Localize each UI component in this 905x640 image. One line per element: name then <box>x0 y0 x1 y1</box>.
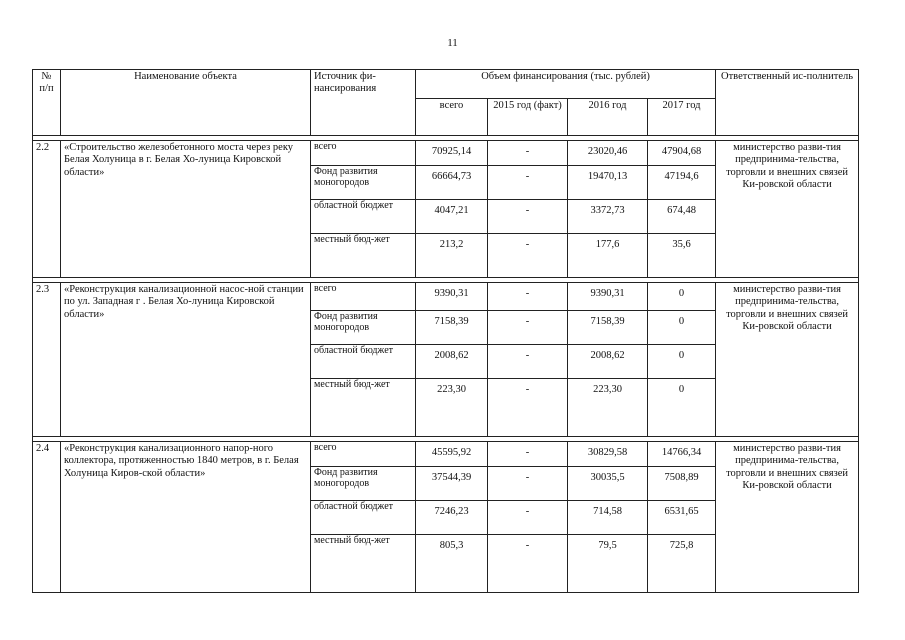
cell-2017: 0 <box>648 311 716 345</box>
cell-total: 2008,62 <box>416 345 488 379</box>
cell-2016: 79,5 <box>568 535 648 593</box>
cell-2015: - <box>488 345 568 379</box>
header-total: всего <box>416 99 488 136</box>
cell-2016: 3372,73 <box>568 200 648 234</box>
cell-2017: 14766,34 <box>648 442 716 467</box>
responsible-executor: министерство разви-тия предпринима-тельства, торговли и внешних связей Ки-ровской области <box>716 283 859 437</box>
cell-2017: 0 <box>648 379 716 437</box>
funding-source: областной бюджет <box>311 345 416 379</box>
cell-2015: - <box>488 234 568 278</box>
funding-source: Фонд развития моногородов <box>311 311 416 345</box>
cell-2016: 7158,39 <box>568 311 648 345</box>
header-2016: 2016 год <box>568 99 648 136</box>
funding-source: местный бюд-жет <box>311 234 416 278</box>
funding-source: местный бюд-жет <box>311 535 416 593</box>
funding-source: Фонд развития моногородов <box>311 166 416 200</box>
cell-2015: - <box>488 141 568 166</box>
header-volume: Объем финансирования (тыс. рублей) <box>416 70 716 99</box>
table-row <box>33 283 859 311</box>
header-num: № п/п <box>33 70 61 136</box>
financing-table <box>32 69 859 593</box>
responsible-executor: министерство разви-тия предпринима-тельства, торговли и внешних связей Ки-ровской области <box>716 141 859 278</box>
cell-2017: 6531,65 <box>648 501 716 535</box>
cell-2015: - <box>488 501 568 535</box>
cell-total: 45595,92 <box>416 442 488 467</box>
row-code: 2.3 <box>33 283 61 437</box>
row-code: 2.4 <box>33 442 61 593</box>
header-responsible: Ответственный ис-полнитель <box>716 70 859 136</box>
cell-2015: - <box>488 467 568 501</box>
cell-2015: - <box>488 379 568 437</box>
header-2017: 2017 год <box>648 99 716 136</box>
cell-total: 805,3 <box>416 535 488 593</box>
responsible-executor: министерство разви-тия предпринима-тельства, торговли и внешних связей Ки-ровской области <box>716 442 859 593</box>
cell-total: 37544,39 <box>416 467 488 501</box>
funding-source: всего <box>311 141 416 166</box>
cell-2015: - <box>488 442 568 467</box>
cell-2017: 0 <box>648 283 716 311</box>
cell-2016: 30829,58 <box>568 442 648 467</box>
table-row <box>33 141 859 166</box>
object-name: «Реконструкция канализационной насос-ной станции по ул. Западная г . Белая Хо-луница Кировской области» <box>61 283 311 437</box>
page-number: 11 <box>447 37 458 49</box>
cell-2017: 674,48 <box>648 200 716 234</box>
cell-2016: 177,6 <box>568 234 648 278</box>
cell-total: 7246,23 <box>416 501 488 535</box>
table-row <box>33 442 859 467</box>
row-code: 2.2 <box>33 141 61 278</box>
cell-2015: - <box>488 311 568 345</box>
funding-source: Фонд развития моногородов <box>311 467 416 501</box>
cell-2015: - <box>488 283 568 311</box>
cell-2015: - <box>488 200 568 234</box>
header-2015: 2015 год (факт) <box>488 99 568 136</box>
funding-source: всего <box>311 283 416 311</box>
funding-source: местный бюд-жет <box>311 379 416 437</box>
cell-2015: - <box>488 535 568 593</box>
cell-2017: 47904,68 <box>648 141 716 166</box>
cell-total: 66664,73 <box>416 166 488 200</box>
cell-total: 9390,31 <box>416 283 488 311</box>
funding-source: всего <box>311 442 416 467</box>
cell-2016: 23020,46 <box>568 141 648 166</box>
funding-source: областной бюджет <box>311 200 416 234</box>
cell-total: 213,2 <box>416 234 488 278</box>
cell-2017: 0 <box>648 345 716 379</box>
cell-total: 4047,21 <box>416 200 488 234</box>
cell-2016: 223,30 <box>568 379 648 437</box>
object-name: «Строительство железобетонного моста через реку Белая Холуница в г. Белая Хо-луница Кировской области» <box>61 141 311 278</box>
cell-2016: 2008,62 <box>568 345 648 379</box>
cell-2016: 30035,5 <box>568 467 648 501</box>
cell-2017: 725,8 <box>648 535 716 593</box>
cell-2016: 19470,13 <box>568 166 648 200</box>
object-name: «Реконструкция канализационного напор-ного коллектора, протяженностью 1840 метров, в г. Белая Холуница Киров-ской области» <box>61 442 311 593</box>
header-name: Наименование объекта <box>61 70 311 136</box>
cell-total: 7158,39 <box>416 311 488 345</box>
header-source: Источник фи-нансирования <box>311 70 416 136</box>
cell-2017: 35,6 <box>648 234 716 278</box>
cell-2015: - <box>488 166 568 200</box>
cell-2017: 47194,6 <box>648 166 716 200</box>
cell-2017: 7508,89 <box>648 467 716 501</box>
cell-total: 70925,14 <box>416 141 488 166</box>
cell-total: 223,30 <box>416 379 488 437</box>
funding-source: областной бюджет <box>311 501 416 535</box>
cell-2016: 714,58 <box>568 501 648 535</box>
cell-2016: 9390,31 <box>568 283 648 311</box>
